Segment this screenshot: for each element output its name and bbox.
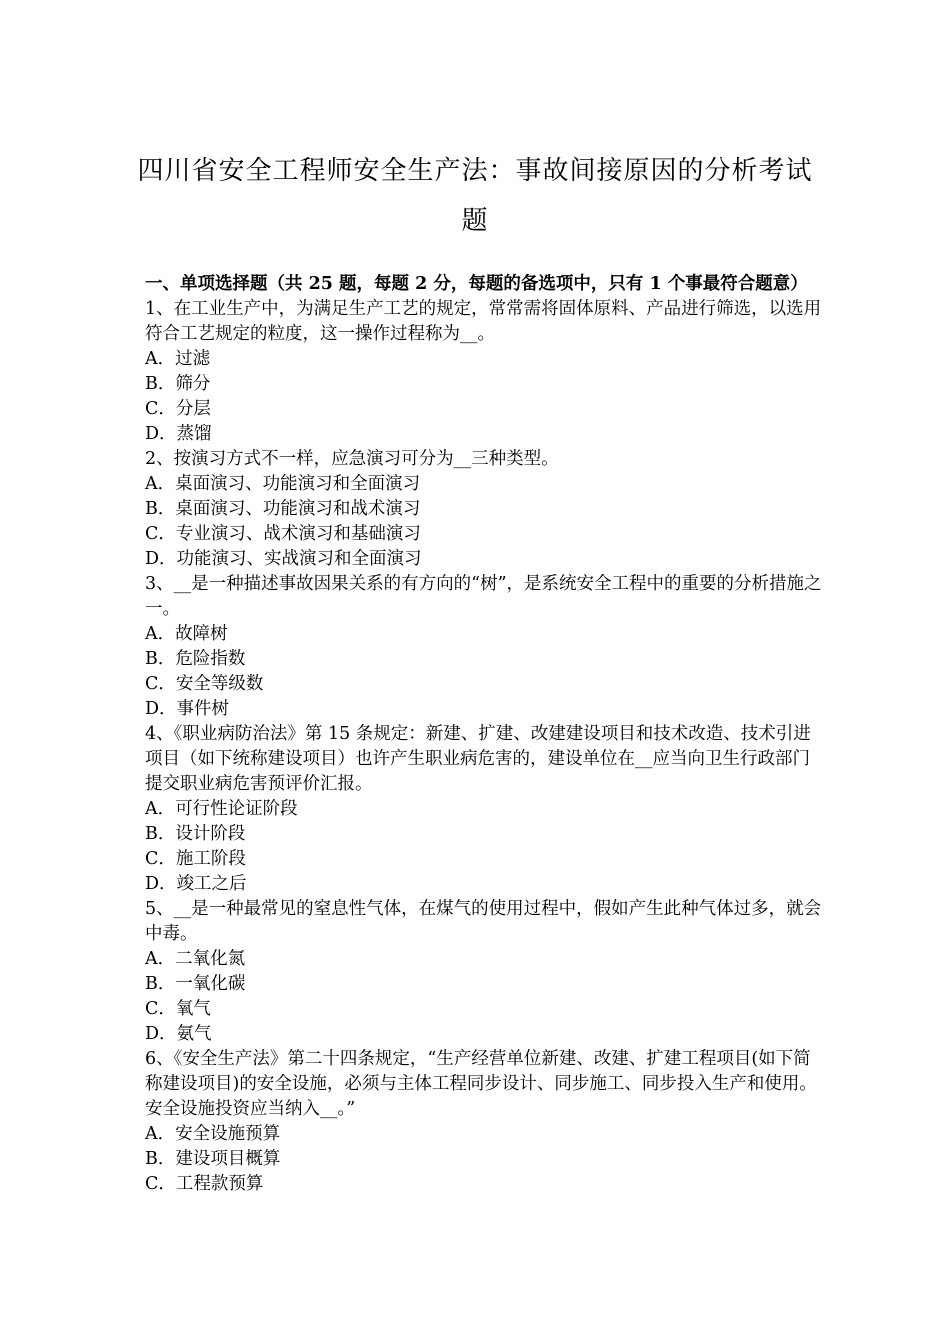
question-option: D．功能演习、实战演习和全面演习 bbox=[145, 549, 422, 569]
question-option: C．氧气 bbox=[145, 999, 211, 1019]
question-option: C．专业演习、战术演习和基础演习 bbox=[145, 524, 421, 544]
question-option: A．可行性论证阶段 bbox=[145, 799, 298, 819]
question-option: D．氨气 bbox=[145, 1024, 212, 1044]
question-option: B．危险指数 bbox=[145, 649, 246, 669]
document-body bbox=[145, 272, 825, 1197]
question-stem: 6、《安全生产法》第二十四条规定，“生产经营单位新建、改建、扩建工程项目(如下简称建设项目)的安全设施，必须与主体工程同步设计、同步施工、同步投入生产和使用。安全设施投资应当纳入__。” bbox=[145, 1049, 817, 1119]
question-stem: 5、__是一种最常见的窒息性气体，在煤气的使用过程中，假如产生此种气体过多，就会中毒。 bbox=[145, 899, 822, 944]
section-heading: 一、单项选择题（共 25 题，每题 2 分，每题的备选项中，只有 1 个事最符合题意） bbox=[145, 274, 808, 294]
question-option: B．筛分 bbox=[145, 374, 211, 394]
document-title: 四川省安全工程师安全生产法：事故间接原因的分析考试题 bbox=[137, 156, 813, 236]
question-item bbox=[145, 897, 825, 1047]
question-item bbox=[145, 447, 825, 572]
question-option: C．工程款预算 bbox=[145, 1174, 264, 1194]
question-item bbox=[145, 297, 825, 447]
question-option: B．建设项目概算 bbox=[145, 1149, 281, 1169]
question-option: C．安全等级数 bbox=[145, 674, 264, 694]
question-option: B．设计阶段 bbox=[145, 824, 246, 844]
question-option: D．蒸馏 bbox=[145, 424, 212, 444]
question-option: A．安全设施预算 bbox=[145, 1124, 281, 1144]
question-option: C．施工阶段 bbox=[145, 849, 246, 869]
question-stem: 2、按演习方式不一样，应急演习可分为__三种类型。 bbox=[145, 449, 559, 469]
question-option: A．过滤 bbox=[145, 349, 211, 369]
question-option: D．事件树 bbox=[145, 699, 230, 719]
question-stem: 4、《职业病防治法》第 15 条规定：新建、扩建、改建建设项目和技术改造、技术引进项目（如下统称建设项目）也许产生职业病危害的，建设单位在__应当向卫生行政部门提交职业病危害预评价汇报。 bbox=[145, 724, 811, 794]
question-option: A．故障树 bbox=[145, 624, 228, 644]
question-item bbox=[145, 1047, 825, 1197]
question-item bbox=[145, 722, 825, 897]
question-option: A．桌面演习、功能演习和全面演习 bbox=[145, 474, 421, 494]
question-list bbox=[145, 297, 825, 1197]
question-stem: 3、__是一种描述事故因果关系的有方向的“树”，是系统安全工程中的重要的分析措施之一。 bbox=[145, 574, 822, 619]
question-option: A．二氧化氮 bbox=[145, 949, 246, 969]
question-option: B．一氧化碳 bbox=[145, 974, 246, 994]
question-option: D．竣工之后 bbox=[145, 874, 247, 894]
question-item bbox=[145, 572, 825, 722]
question-stem: 1、在工业生产中，为满足生产工艺的规定，常常需将固体原料、产品进行筛选，以选用符合工艺规定的粒度，这一操作过程称为__。 bbox=[145, 299, 822, 344]
question-option: B．桌面演习、功能演习和战术演习 bbox=[145, 499, 421, 519]
question-option: C．分层 bbox=[145, 399, 211, 419]
